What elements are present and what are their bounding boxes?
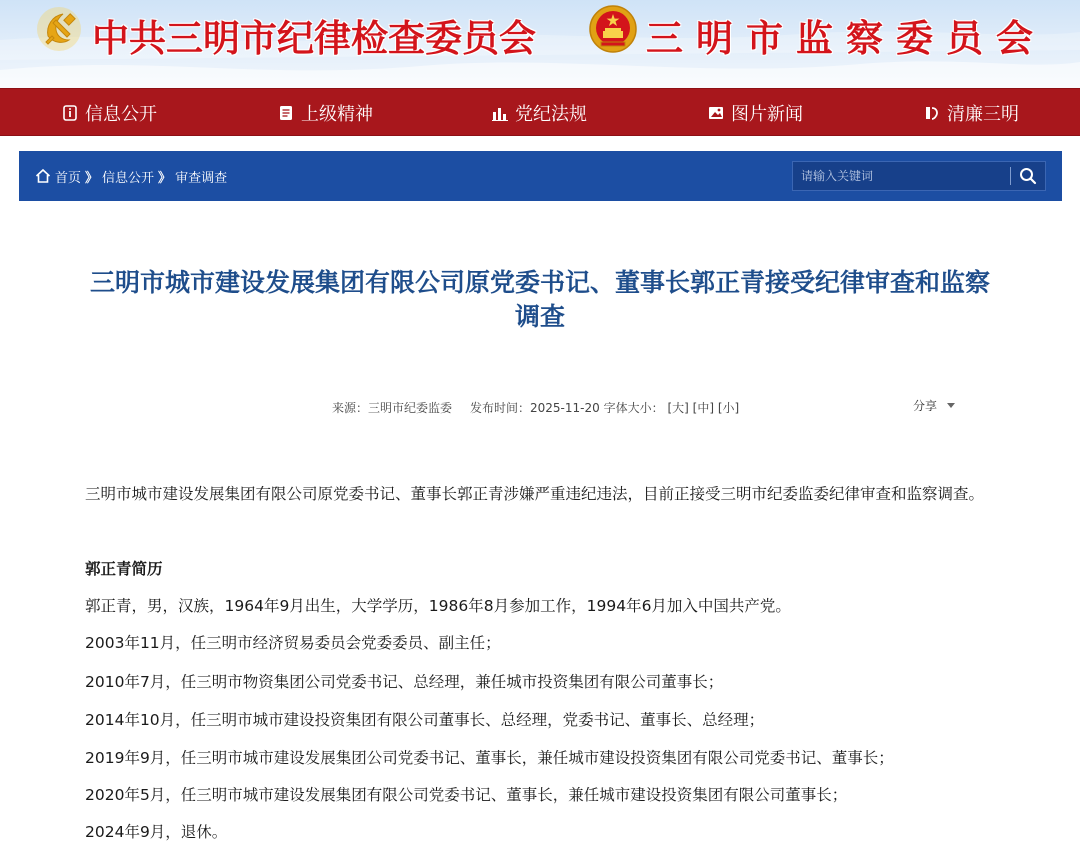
search-icon — [1019, 167, 1037, 185]
font-size-label: 字体大小： — [603, 401, 664, 415]
site-header-banner — [0, 0, 1080, 88]
document-icon — [278, 105, 294, 121]
nav-item-party-regulations[interactable] — [492, 89, 587, 137]
breadcrumb-info-disclosure[interactable]: 信息公开 — [102, 170, 155, 186]
article-paragraph: 2024年9月，退休。 — [85, 823, 228, 841]
chevron-down-icon — [947, 403, 955, 408]
article-paragraph: 2003年11月，任三明市经济贸易委员会党委委员、副主任； — [85, 634, 501, 652]
home-icon — [35, 168, 51, 184]
commission-title: 中共三明市纪律检查委员会 — [92, 17, 536, 60]
breadcrumb-bar — [19, 151, 1062, 201]
leaf-icon — [924, 105, 940, 121]
article-title-line: 调查 — [514, 302, 565, 331]
party-emblem-icon — [36, 6, 82, 52]
nav-item-label: 清廉三明 — [947, 104, 1019, 125]
article-paragraph: 2019年9月，任三明市城市建设发展集团公司党委书记、董事长，兼任城市建设投资集团有限公司党委书记、董事长； — [85, 749, 894, 767]
article-date: 发布时间：2025-11-20 — [470, 401, 600, 415]
article-paragraph: 2014年10月，任三明市城市建设投资集团有限公司董事长、总经理，党委书记、董事长、总经理； — [85, 711, 765, 729]
search-button[interactable] — [1011, 162, 1045, 190]
image-icon — [708, 105, 724, 121]
breadcrumb-separator: 》 — [158, 170, 172, 186]
info-icon — [62, 105, 78, 121]
article-source: 来源：三明市纪委监委 — [332, 401, 453, 415]
breadcrumb-investigation[interactable]: 审查调查 — [175, 170, 228, 186]
article-paragraph: 郭正青，男，汉族，1964年9月出生，大学学历，1986年8月参加工作，1994年6月加入中国共产党。 — [85, 597, 791, 615]
main-nav — [0, 88, 1080, 136]
search-box — [792, 161, 1046, 191]
search-input[interactable] — [793, 162, 1010, 190]
nav-item-label: 图片新闻 — [731, 104, 803, 125]
font-size-medium-button[interactable]: [中] — [692, 401, 715, 415]
article-paragraph: 三明市城市建设发展集团有限公司原党委书记、董事长郭正青涉嫌严重违纪违法，目前正接受三明市纪委监委纪律审查和监察调查。 — [85, 485, 985, 503]
article-meta — [332, 399, 739, 416]
resume-heading: 郭正青简历 — [85, 560, 163, 578]
breadcrumb-separator: 》 — [85, 170, 99, 186]
share-label: 分享 — [913, 399, 938, 413]
font-size-small-button[interactable]: [小] — [717, 401, 740, 415]
nav-item-clean-sanming[interactable] — [924, 89, 1019, 137]
article-paragraph: 2020年5月，任三明市城市建设发展集团有限公司党委书记、董事长，兼任城市建设投资集团有限公司董事长； — [85, 786, 848, 804]
nav-item-photo-news[interactable] — [708, 89, 803, 137]
breadcrumb-home[interactable]: 首页 — [55, 170, 82, 186]
nav-item-label: 信息公开 — [85, 104, 157, 125]
article-title-line: 三明市城市建设发展集团有限公司原党委书记、董事长郭正青接受纪律审查和监察 — [89, 268, 990, 297]
article-title — [40, 266, 1040, 334]
supervisory-commission-title: 三明市监察委员会 — [646, 17, 1046, 60]
nav-item-info-disclosure[interactable] — [62, 89, 157, 137]
breadcrumb — [35, 151, 227, 201]
nav-item-label: 党纪法规 — [515, 104, 587, 125]
chart-icon — [492, 105, 508, 121]
font-size-large-button[interactable]: [大] — [667, 401, 689, 415]
national-emblem-icon — [588, 4, 638, 54]
article-paragraph: 2010年7月，任三明市物资集团公司党委书记、总经理，兼任城市投资集团有限公司董事长； — [85, 673, 724, 691]
share-dropdown[interactable] — [913, 397, 955, 414]
nav-item-label: 上级精神 — [301, 104, 373, 125]
nav-item-superior-spirit[interactable] — [278, 89, 373, 137]
